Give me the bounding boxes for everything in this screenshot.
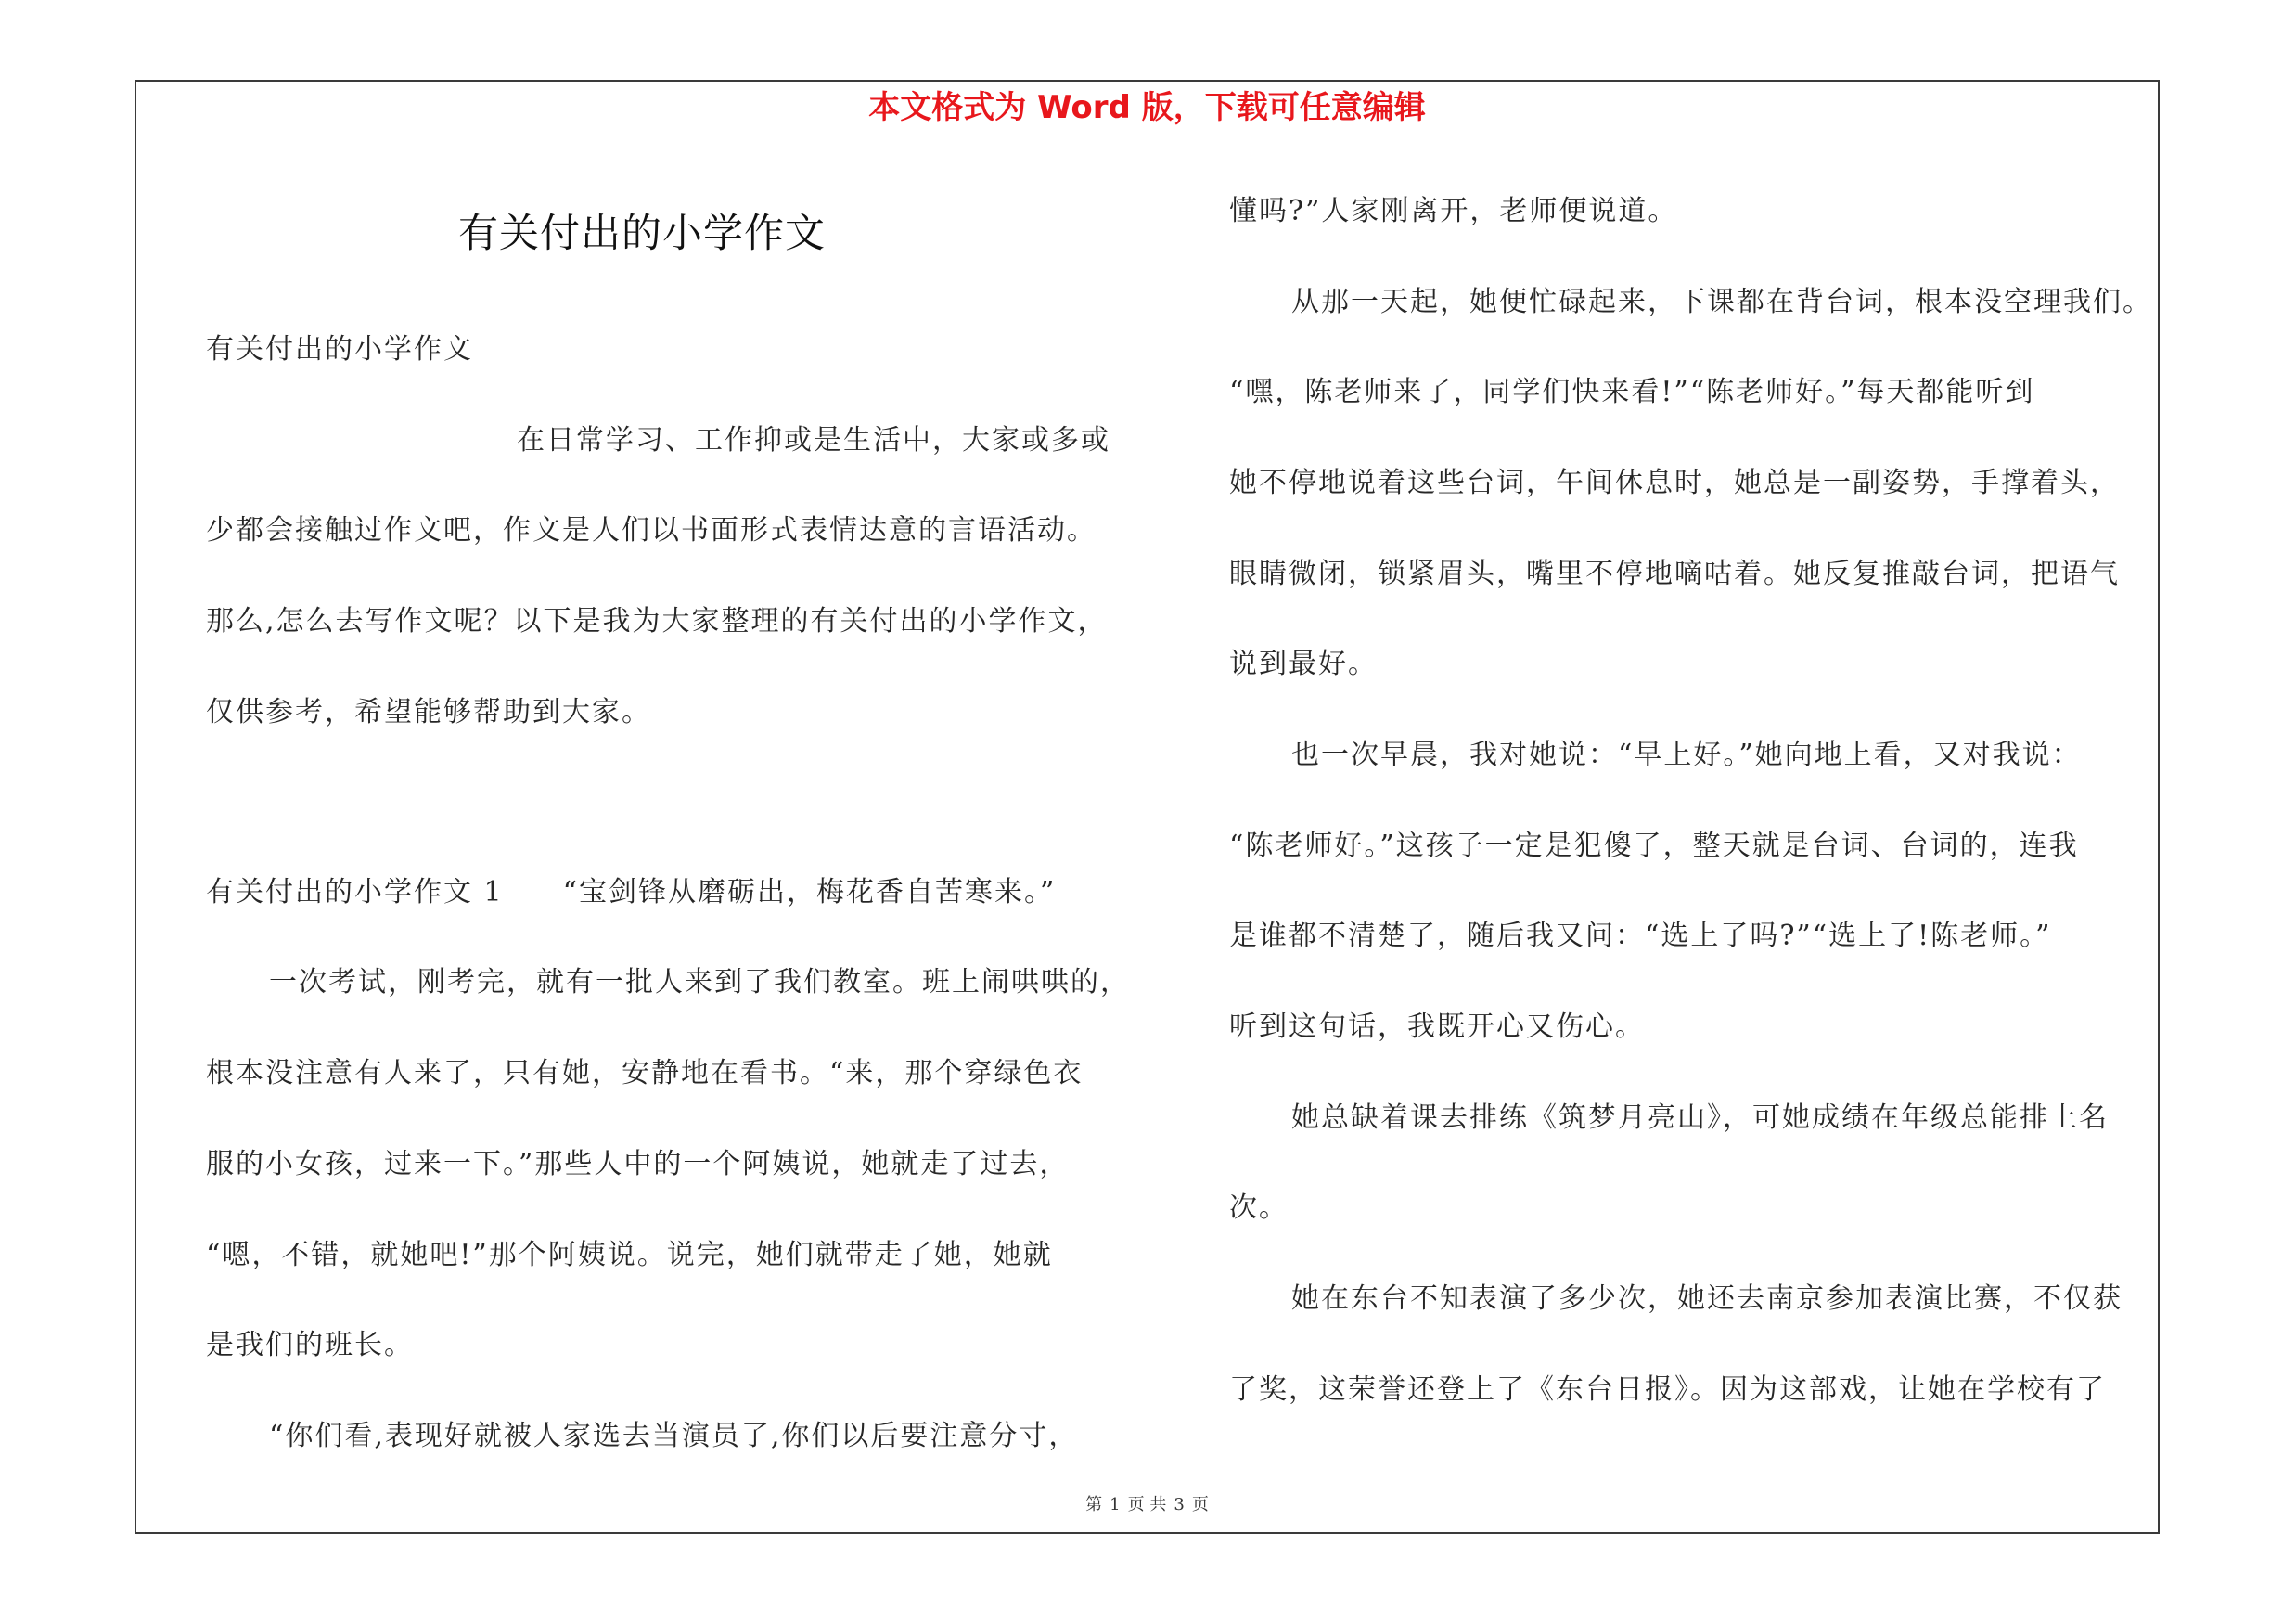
- paragraph-line: 根本没注意有人来了，只有她，安静地在看书。“来，那个穿绿色衣: [206, 1057, 1084, 1089]
- paragraph-line: 也一次早晨，我对她说：“早上好。”她向地上看，又对我说：: [1291, 739, 2082, 771]
- paragraph-line: 在日常学习、工作抑或是生活中，大家或多或: [517, 424, 1110, 457]
- paragraph-line: 她不停地说着这些台词，午间休息时，她总是一副姿势，手撑着头，: [1229, 467, 2120, 499]
- footer-prefix: 第: [1085, 1495, 1103, 1514]
- paragraph-line: 是谁都不清楚了，随后我又问：“选上了吗?”“选上了!陈老师。”: [1229, 920, 2052, 952]
- subtitle-line: 有关付出的小学作文: [206, 333, 473, 366]
- footer-suffix: 页: [1191, 1495, 1209, 1514]
- paragraph-line: 少都会接触过作文吧，作文是人们以书面形式表情达意的言语活动。: [206, 514, 1097, 547]
- paragraph-line: “嗯，不错，就她吧!”那个阿姨说。说完，她们就带走了她，她就: [206, 1239, 1053, 1271]
- page-number-footer: [135, 1492, 2160, 1518]
- word-format-banner: 本文格式为 Word 版，下载可任意编辑: [868, 89, 1426, 126]
- paragraph-line: 从那一天起，她便忙碌起来，下课都在背台词，根本没空理我们。: [1291, 286, 2152, 318]
- section-heading-line: 有关付出的小学作文 1 “宝剑锋从磨砺出，梅花香自苦寒来。”: [206, 876, 1057, 908]
- paragraph-line: 了奖，这荣誉还登上了《东台日报》。因为这部戏，让她在学校有了: [1229, 1373, 2106, 1406]
- document-title: 有关付出的小学作文: [458, 211, 826, 257]
- paragraph-line: 懂吗?”人家刚离开，老师便说道。: [1229, 195, 1678, 227]
- paragraph-line: 次。: [1229, 1191, 1289, 1224]
- paragraph-line: 眼睛微闭，锁紧眉头，嘴里不停地嘀咕着。她反复推敲台词，把语气: [1229, 558, 2120, 590]
- paragraph-line: “陈老师好。”这孩子一定是犯傻了，整天就是台词、台词的，连我: [1229, 830, 2079, 862]
- paragraph-line: 她在东台不知表演了多少次，她还去南京参加表演比赛，不仅获: [1291, 1282, 2123, 1315]
- current-page-number: 1: [1110, 1495, 1121, 1514]
- paragraph-line: “你们看,表现好就被人家选去当演员了,你们以后要注意分寸，: [269, 1420, 1079, 1452]
- paragraph-line: 听到这句话，我既开心又伤心。: [1229, 1011, 1645, 1043]
- footer-mid: 页 共: [1127, 1495, 1167, 1514]
- paragraph-line: 仅供参考，希望能够帮助到大家。: [206, 696, 651, 728]
- paragraph-line: 是我们的班长。: [206, 1329, 414, 1361]
- paragraph-line: “嘿，陈老师来了，同学们快来看!”“陈老师好。”每天都能听到: [1229, 376, 2035, 408]
- paragraph-line: 那么,怎么去写作文呢？以下是我为大家整理的有关付出的小学作文，: [206, 605, 1108, 638]
- paragraph-line: 一次考试，刚考完，就有一批人来到了我们教室。班上闹哄哄的，: [269, 966, 1130, 998]
- paragraph-line: 服的小女孩，过来一下。”那些人中的一个阿姨说，她就走了过去，: [206, 1148, 1070, 1180]
- total-page-count: 3: [1174, 1495, 1185, 1514]
- paragraph-line: 说到最好。: [1229, 648, 1378, 680]
- paragraph-line: 她总缺着课去排练《筑梦月亮山》，可她成绩在年级总能排上名: [1291, 1101, 2109, 1134]
